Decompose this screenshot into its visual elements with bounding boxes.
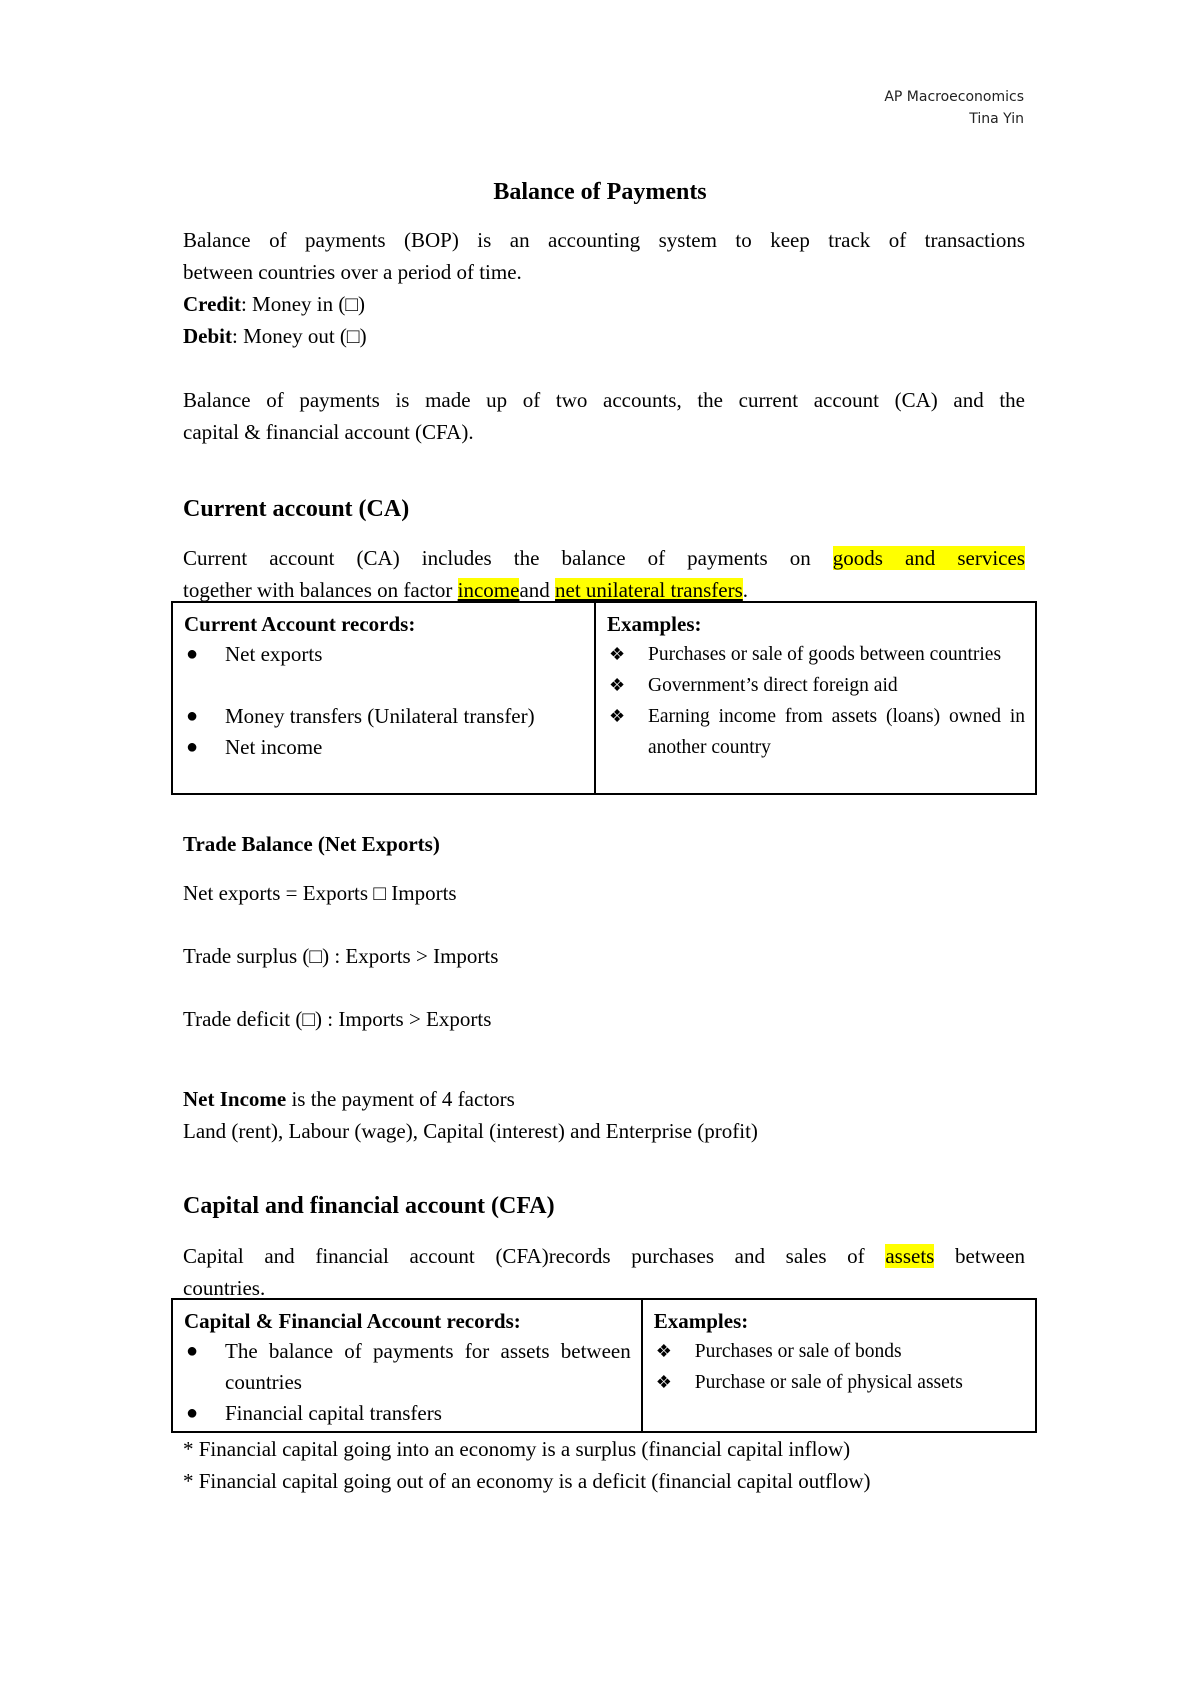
credit-text: : Money in (□): [240, 292, 366, 316]
ca-example-item: ❖ Government’s direct foreign aid: [607, 670, 1025, 701]
intro-line-1: Balance of payments (BOP) is an accounting system to keep track of transactions: [183, 228, 1025, 252]
debit-definition: [183, 320, 367, 352]
cfa-note-surplus: * Financial capital going into an economy is a surplus (financial capital inflow): [183, 1437, 851, 1461]
cfa-heading: Capital and financial account (CFA): [183, 1193, 555, 1219]
course-name: AP Macroeconomics: [884, 89, 1024, 105]
net-income-factors: Land (rent), Labour (wage), Capital (interest) and Enterprise (profit): [183, 1119, 758, 1143]
cfa-desc-line-2: countries.: [183, 1276, 266, 1300]
ca-desc-end: .: [742, 578, 749, 602]
trade-surplus-formula: Trade surplus (□) : Exports > Imports: [183, 944, 499, 968]
income-highlight: income: [457, 578, 520, 602]
cfa-desc-suffix: between: [955, 1244, 1026, 1268]
cfa-records-cell: [172, 1299, 642, 1432]
credit-label: Credit: [183, 292, 241, 316]
cfa-note-deficit: * Financial capital going out of an economy is a deficit (financial capital outflow): [183, 1469, 871, 1493]
cfa-desc-line-1: [183, 1240, 1025, 1272]
trade-balance-heading: Trade Balance (Net Exports): [183, 832, 440, 856]
debit-label: Debit: [183, 324, 232, 348]
ca-records-header: Current Account records:: [184, 612, 416, 636]
ca-records-cell: [172, 602, 595, 794]
accounts-line-1: Balance of payments is made up of two accounts, the current account (CA) and the: [183, 388, 1025, 412]
net-income-text: is the payment of 4 factors: [286, 1087, 515, 1111]
intro-line-2: between countries over a period of time.: [183, 260, 522, 284]
cfa-desc-prefix: Capital and financial account (CFA)records purchases and sales of: [183, 1244, 865, 1268]
cfa-records-header: Capital & Financial Account records:: [184, 1309, 521, 1333]
ca-desc-prefix: Current account (CA) includes the balance of payments on: [183, 546, 811, 570]
ca-example-item: ❖ Earning income from assets (loans) owned in another country: [607, 701, 1025, 763]
ca-desc-line2-prefix: together with balances on factor: [183, 578, 453, 602]
assets-highlight: assets: [885, 1244, 935, 1268]
page-title: Balance of Payments: [493, 179, 707, 205]
cfa-example-item: ❖ Purchases or sale of bonds: [654, 1336, 1025, 1367]
net-exports-formula: Net exports = Exports □ Imports: [183, 881, 457, 905]
current-account-table: [171, 601, 1037, 795]
ca-record-item: ● Money transfers (Unilateral transfer): [184, 701, 584, 732]
cfa-table: [171, 1298, 1037, 1433]
ca-examples-cell: [595, 602, 1036, 794]
accounts-line-2: capital & financial account (CFA).: [183, 420, 474, 444]
credit-definition: [183, 288, 365, 320]
ca-example-item: ❖ Purchases or sale of goods between countries: [607, 639, 1025, 670]
cfa-record-item: ● The balance of payments for assets between countries: [184, 1336, 631, 1398]
current-account-heading: Current account (CA): [183, 496, 410, 522]
ca-desc-and: and: [519, 578, 550, 602]
ca-examples-header: Examples:: [606, 612, 702, 636]
cfa-example-item: ❖ Purchase or sale of physical assets: [654, 1367, 1025, 1398]
net-income-label: Net Income: [183, 1087, 287, 1111]
unilateral-transfers-highlight: net unilateral transfers: [555, 578, 743, 602]
cfa-examples-cell: [642, 1299, 1036, 1432]
ca-record-item: ● Net income: [184, 732, 584, 763]
cfa-record-item: ● Financial capital transfers: [184, 1398, 631, 1429]
trade-deficit-formula: Trade deficit (□) : Imports > Exports: [183, 1007, 492, 1031]
net-income-definition: [183, 1083, 515, 1115]
goods-services-highlight: goods and services: [832, 546, 1025, 570]
author-name: Tina Yin: [969, 111, 1024, 127]
ca-record-item: ● Net exports: [184, 639, 584, 670]
debit-text: : Money out (□): [232, 324, 367, 348]
ca-desc-line-1: [183, 542, 1025, 574]
cfa-examples-header: Examples:: [653, 1309, 749, 1333]
